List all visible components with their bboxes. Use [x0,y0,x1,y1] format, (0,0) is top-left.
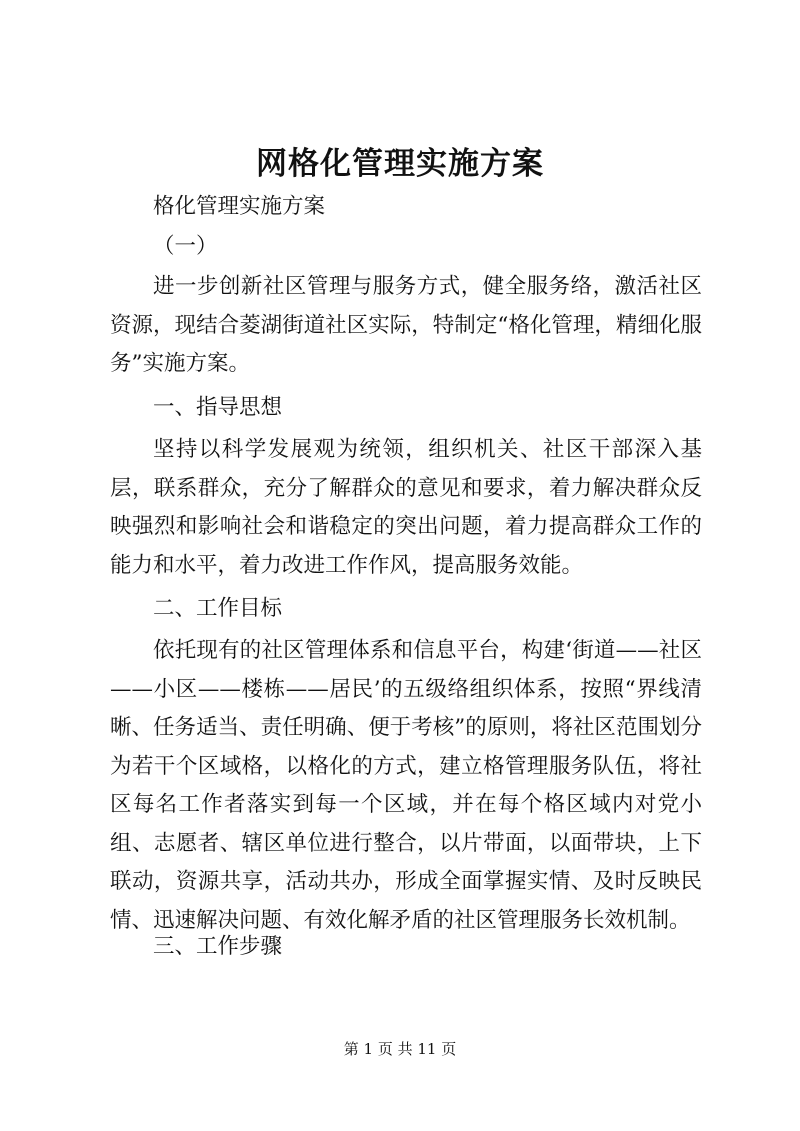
section-heading-guiding-ideology: 一、指导思想 [153,395,283,420]
section-heading-work-goals: 二、工作目标 [153,596,283,621]
guiding-ideology-paragraph: 坚持以科学发展观为统领，组织机关、社区干部深入基层，联系群众，充分了解群众的意见和要求，着力解决群众反映强烈和影响社会和谐稳定的突出问题，着力提高群众工作的能力和水平，着力改进工作作风，提高服务效能。 [110,437,702,578]
page-number: 第 1 页 共 11 页 [343,1040,457,1058]
section-heading-work-steps: 三、工作步骤 [153,934,283,959]
document-subtitle: 格化管理实施方案 [153,194,326,219]
page-title: 网格化管理实施方案 [256,146,544,182]
intro-paragraph: 进一步创新社区管理与服务方式，健全服务络，激活社区资源，现结合菱湖街道社区实际，特制定“格化管理，精细化服务”实施方案。 [110,274,702,376]
work-goals-paragraph: 依托现有的社区管理体系和信息平台，构建‘街道——社区——小区——楼栋——居民’的五级络组织体系，按照“界线清晰、任务适当、责任明确、便于考核”的原则，将社区范围划分为若干个区域格，以格化的方式，建立格管理服务队伍，将社区每名工作者落实到每一个区域，并在每个格区域内对党小组、志愿者、辖区单位进行整合，以片带面，以面带块，上下联动，资源共享，活动共办，形成全面掌握实情、及时反映民情、迅速解决问题、有效化解矛盾的社区管理服务长效机制。 [110,638,702,933]
part-label: （一） [153,234,218,259]
